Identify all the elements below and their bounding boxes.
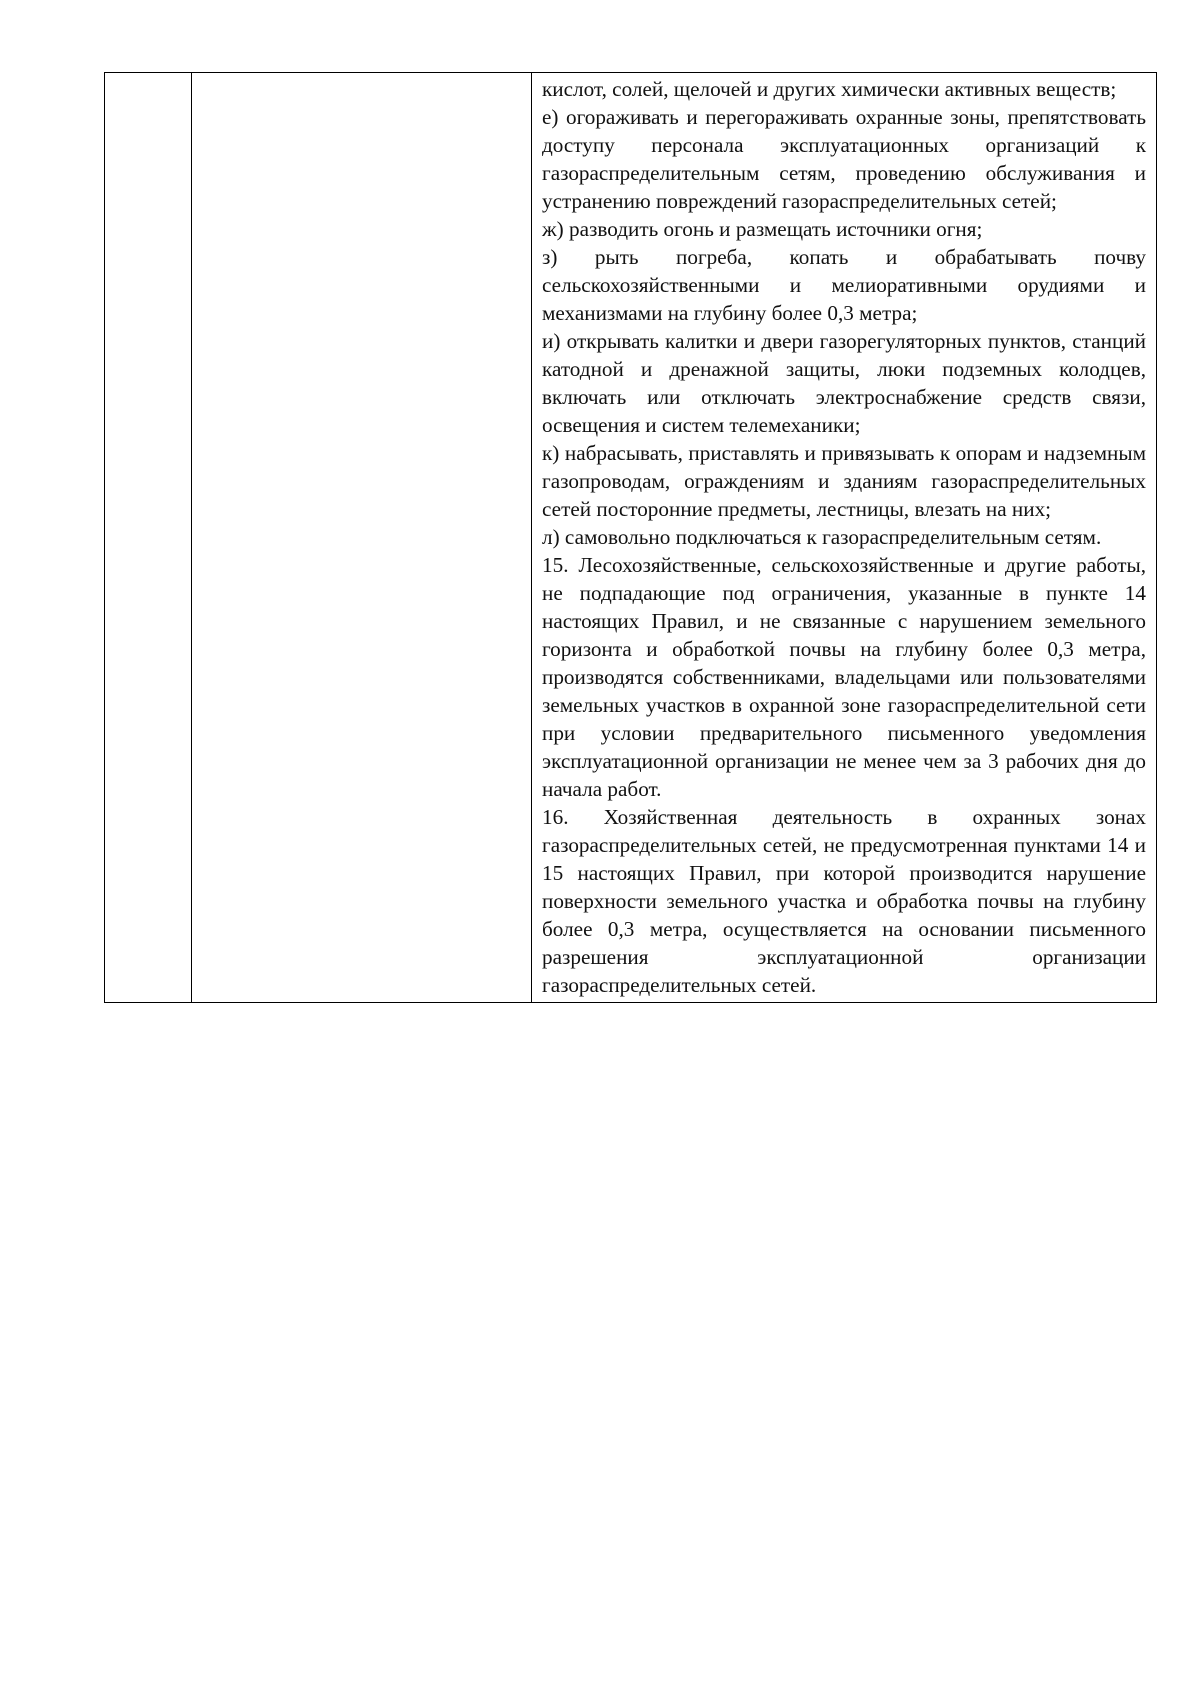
paragraph-item-l: л) самовольно подключаться к газораспределительным сетям. (542, 525, 1102, 549)
table-cell-text (532, 73, 1157, 1003)
paragraph-item-z: з) рыть погреба, копать и обрабатывать почву сельскохозяйственными и мелиоративными орудиями и механизмами на глубину более 0,3 метра; (542, 245, 1146, 325)
paragraph-clause-15: 15. Лесохозяйственные, сельскохозяйственные и другие работы, не подпадающие под ограничения, указанные в пункте 14 настоящих Правил, и не связанные с нарушением земельного горизонта и обработкой почвы на глубину более 0,3 метра, производятся собственниками, владельцами или пользователями земельных участков в охранной зоне газораспределительной сети при условии предварительного письменного уведомления эксплуатационной организации не менее чем за 3 рабочих дня до начала работ. (542, 553, 1146, 801)
paragraph-item-zh: ж) разводить огонь и размещать источники огня; (542, 217, 983, 241)
paragraph-item-i: и) открывать калитки и двери газорегуляторных пунктов, станций катодной и дренажной защиты, люки подземных колодцев, включать или отключать электроснабжение средств связи, освещения и систем телемеханики; (542, 329, 1146, 437)
paragraph-item-e: е) огораживать и перегораживать охранные зоны, препятствовать доступу персонала эксплуатационных организаций к газораспределительным сетям, проведению обслуживания и устранению повреждений газораспределительных сетей; (542, 105, 1146, 213)
table-cell-number (105, 73, 192, 1003)
paragraph-clause-16: 16. Хозяйственная деятельность в охранных зонах газораспределительных сетей, не предусмотренная пунктами 14 и 15 настоящих Правил, при которой производится нарушение поверхности земельного участка и обработка почвы на глубину более 0,3 метра, осуществляется на основании письменного разрешения эксплуатационной организации газораспределительных сетей. (542, 805, 1146, 997)
table-row (105, 73, 1157, 1003)
table-cell-name (192, 73, 532, 1003)
text-cell-content (532, 73, 1156, 1002)
document-table (104, 72, 1157, 1003)
paragraph-item-k: к) набрасывать, приставлять и привязывать к опорам и надземным газопроводам, ограждениям и зданиям газораспределительных сетей посторонние предметы, лестницы, влезать на них; (542, 441, 1146, 521)
paragraph-chemicals-end: кислот, солей, щелочей и других химически активных веществ; (542, 77, 1117, 101)
